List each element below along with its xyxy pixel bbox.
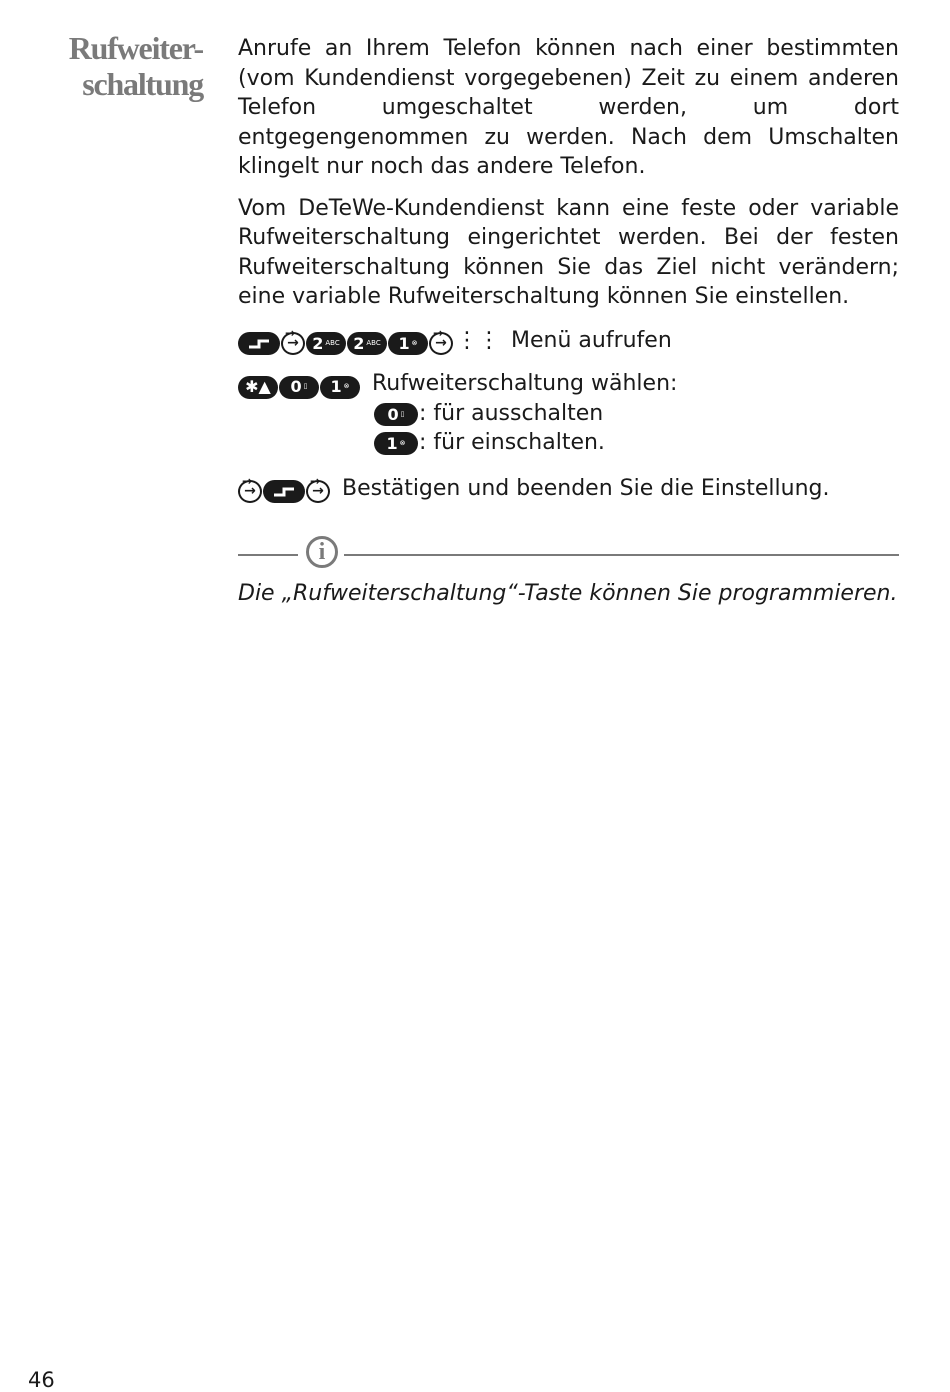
step-off-text: : für ausschalten [419,400,604,426]
info-icon: i [306,536,338,568]
step-confirm-text: Bestätigen und beenden Sie die Einstellung. [342,475,830,501]
step-confirm [238,474,899,504]
key-1: 1 ⊗ [374,432,418,455]
hook-key-icon [263,480,305,503]
info-divider [238,533,899,577]
hook-key-icon [238,332,280,355]
key-1: 1 ⊗ [320,376,360,399]
dialpad-icon: ⋮⋮ [456,327,500,353]
menu-key-sequence [238,326,500,356]
section-title-line1: Rufweiter- [68,30,203,66]
step-menu [238,326,899,356]
step-menu-text: Menü aufrufen [511,327,672,353]
page-number: 46 [28,1368,55,1392]
select-key-sequence [238,376,361,399]
menu-arrow-key-icon: → → [306,480,330,503]
info-note: Die „Rufweiterschaltung“-Taste können Sie programmieren. [238,581,898,606]
menu-arrow-key-icon: → → [238,480,262,503]
menu-arrow-key-icon: → → [281,332,305,355]
detail-paragraph: Vom DeTeWe-Kundendienst kann eine feste oder variable Rufweiterschaltung eingerichtet werden. Bei der festen Rufweiterschaltung können Sie das Ziel nicht verändern; eine variable Rufweiterschaltung können Sie einstellen. [238,195,899,309]
step-on [374,428,899,458]
key-0: 0 ▯ [279,376,319,399]
step-off [374,399,899,429]
divider-right [344,554,899,556]
step-on-text: : für einschalten. [419,430,605,455]
key-0: 0 ▯ [374,403,418,426]
menu-arrow-key-icon: → → [429,332,453,355]
confirm-key-sequence [238,480,331,503]
key-2: 2 ABC [347,332,387,355]
section-title-line2: schaltung [82,66,203,102]
step-select [238,369,899,399]
key-2: 2 ABC [306,332,346,355]
intro-paragraph: Anrufe an Ihrem Telefon können nach einer bestimmten (vom Kundendienst vorgegebenen) Zeit zu einem anderen Telefon umgeschaltet werden, um dort entgegengenommen zu werden. Nach dem Umschalten klingelt nur noch das andere Telefon. [238,36,899,179]
star-key: ✱▲ [238,376,278,399]
divider-left [238,554,298,556]
step-select-text: Rufweiterschaltung wählen: [372,371,678,396]
main-content [238,34,899,608]
key-1: 1 ⊗ [388,332,428,355]
section-title [60,30,203,102]
